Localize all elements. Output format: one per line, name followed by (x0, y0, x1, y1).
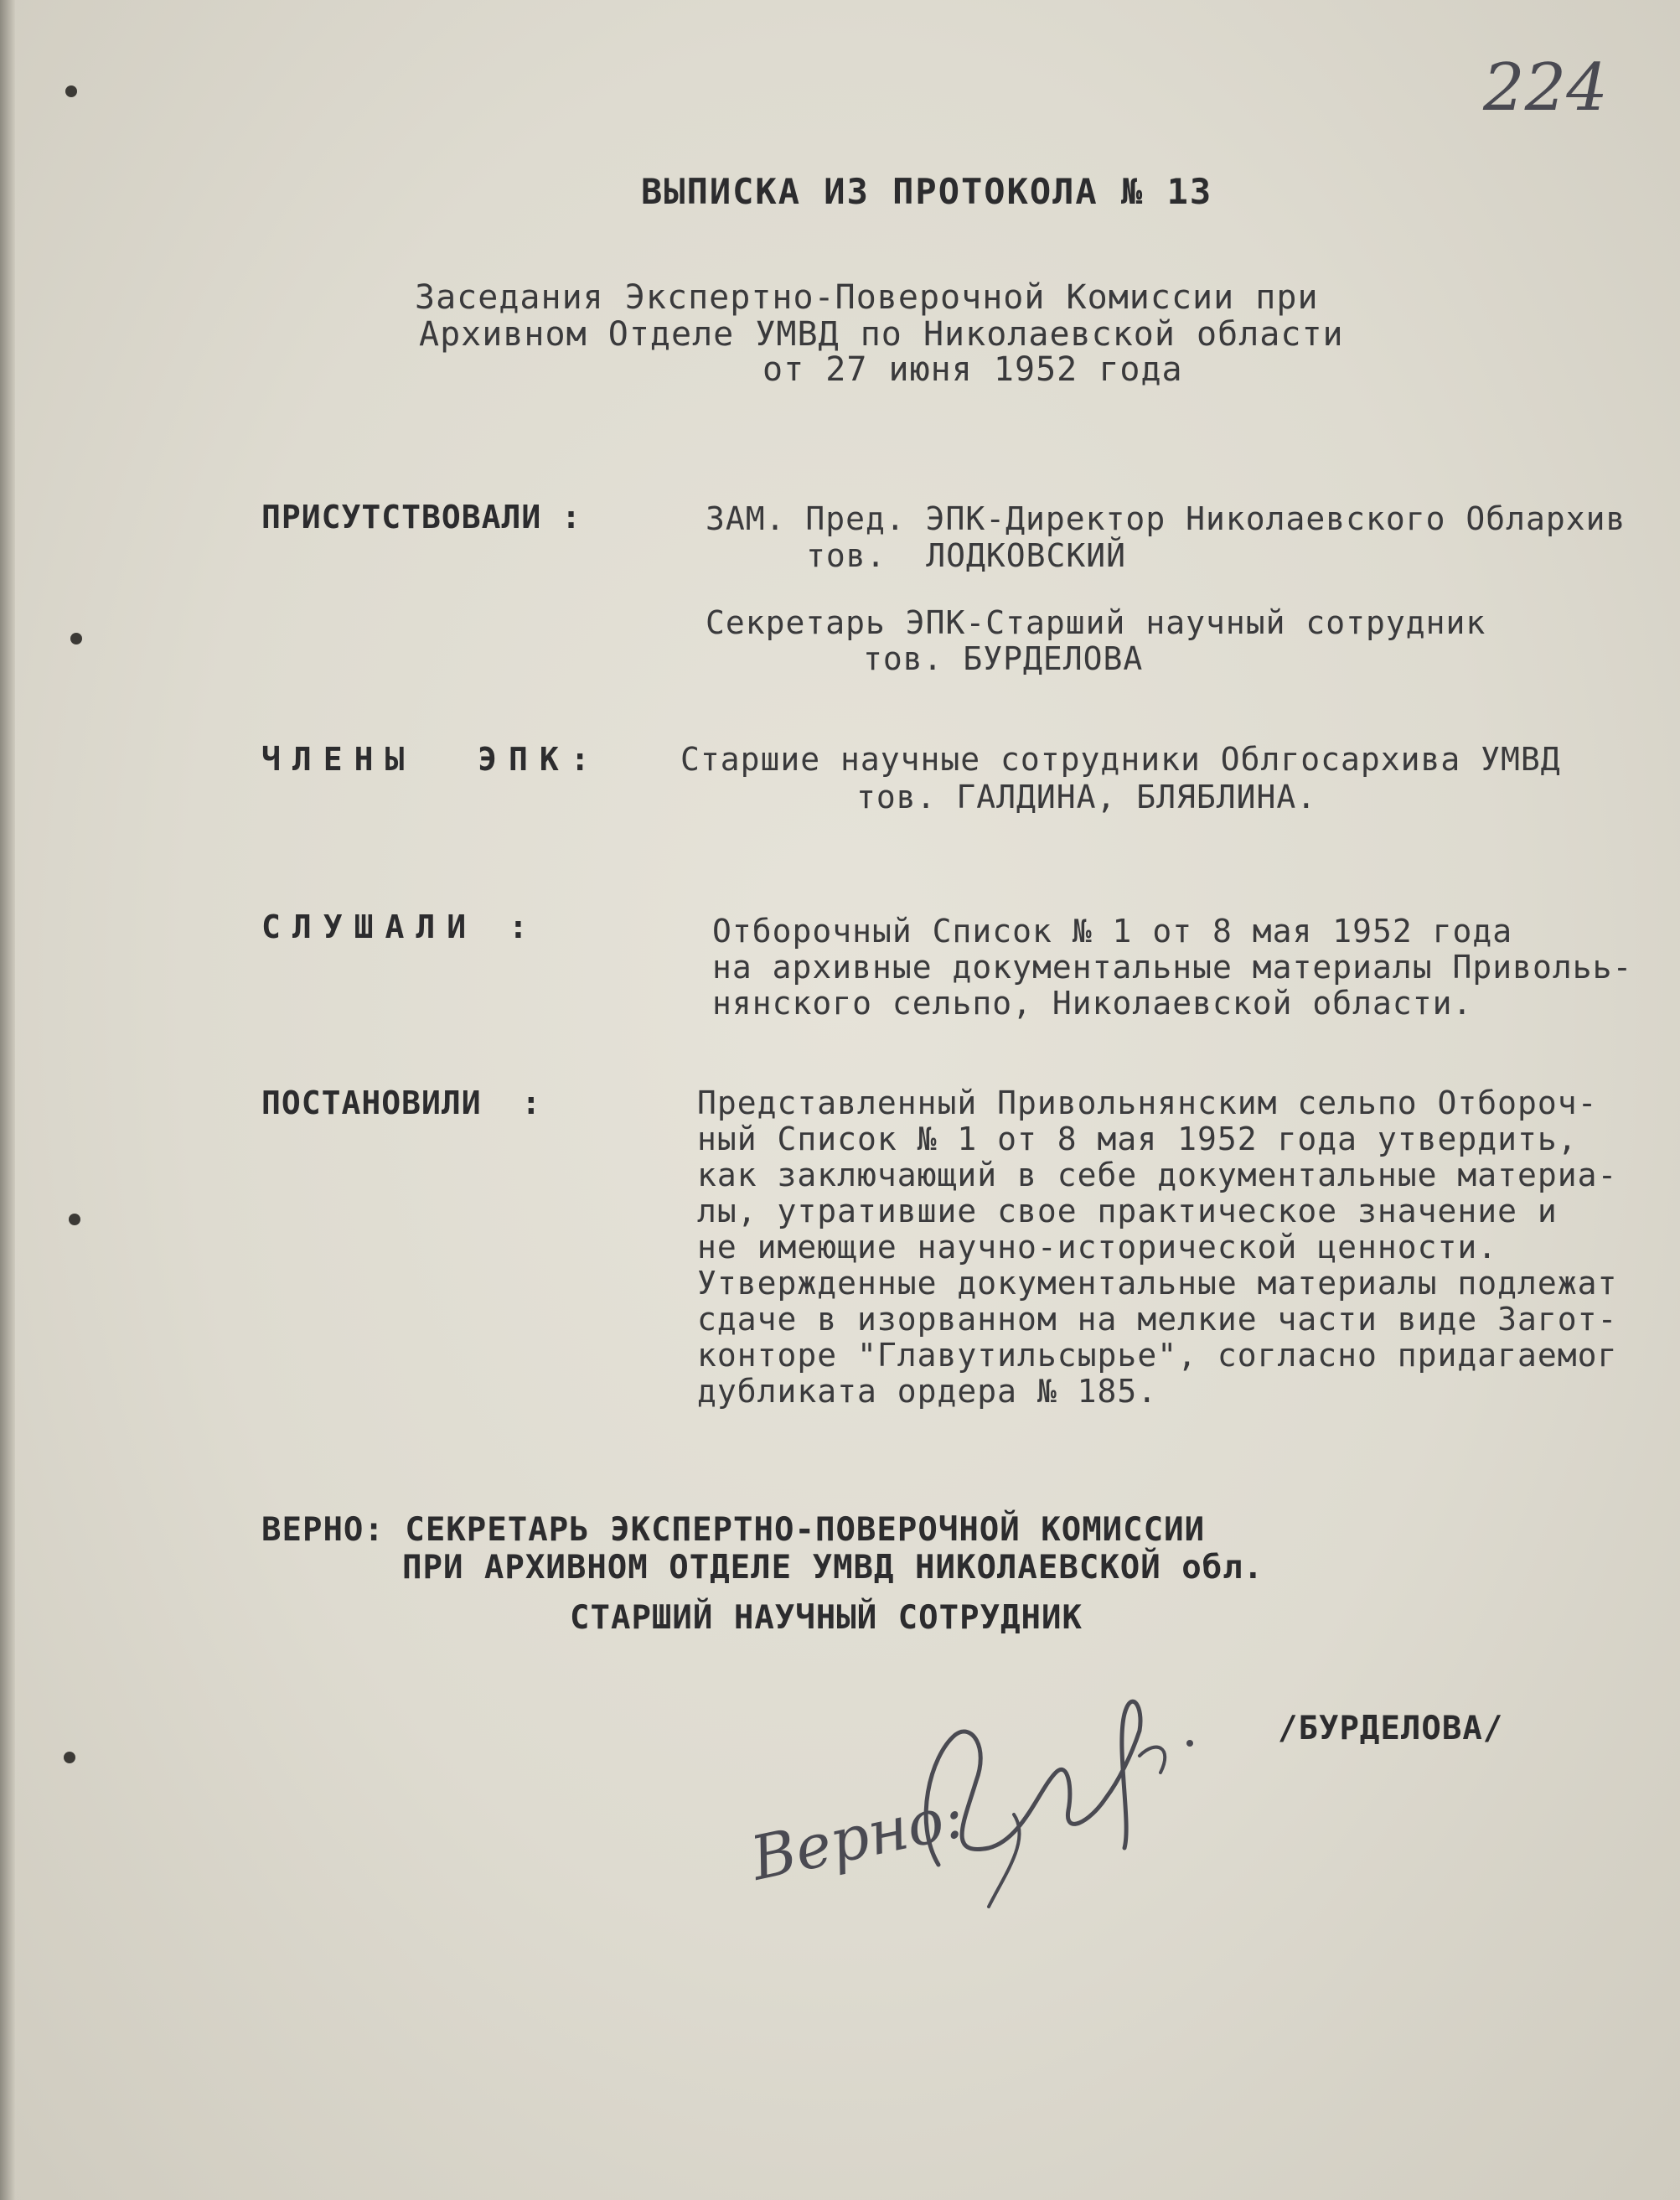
binding-hole (64, 1752, 75, 1763)
present-line: тов. ЛОДКОВСКИЙ (806, 537, 1127, 574)
certification-line: ВЕРНО: СЕКРЕТАРЬ ЭКСПЕРТНО-ПОВЕРОЧНОЙ КОМИССИИ (261, 1511, 1206, 1549)
resolved-line: лы, утратившие свое практическое значение и (697, 1193, 1558, 1229)
present-line: ЗАМ. Пред. ЭПК-Директор Николаевского Облархив (706, 500, 1626, 537)
resolved-line: сдаче в изорванном на мелкие части виде Загот- (697, 1301, 1618, 1338)
page-number: 224 (1483, 50, 1608, 126)
scan-edge-shadow (0, 0, 15, 2200)
heard-line: нянского сельпо, Николаевской области. (712, 985, 1473, 1022)
heard-line: на архивные документальные материалы Привольь- (712, 949, 1633, 986)
heard-label: СЛУШАЛИ : (261, 908, 540, 945)
signatory-name: /БУРДЕЛОВА/ (1278, 1710, 1504, 1747)
resolved-line: не имеющие научно-исторической ценности. (697, 1229, 1498, 1266)
handwritten-signature (737, 1655, 1207, 1932)
handwritten-verno: Верно: (745, 1780, 970, 1894)
certification-line: ПРИ АРХИВНОМ ОТДЕЛЕ УМВД НИКОЛАЕВСКОЙ обл. (402, 1549, 1264, 1587)
resolved-line: Утвержденные документальные материалы подлежат (697, 1265, 1618, 1302)
certification-line: СТАРШИЙ НАУЧНЫЙ СОТРУДНИК (570, 1599, 1083, 1637)
subtitle-line: Заседания Экспертно-Поверочной Комиссии при (415, 278, 1319, 317)
binding-hole (70, 633, 82, 644)
members-label: ЧЛЕНЫ ЭПК: (261, 741, 602, 778)
members-line: тов. ГАЛДИНА, БЛЯБЛИНА. (856, 779, 1317, 815)
resolved-line: конторе "Главутильсырье", согласно придагаемог (697, 1337, 1618, 1374)
present-line: тов. БУРДЕЛОВА (863, 640, 1144, 677)
subtitle-line: Архивном Отделе УМВД по Николаевской области (419, 315, 1344, 354)
resolved-line: ный Список № 1 от 8 мая 1952 года утвердить, (697, 1121, 1578, 1157)
resolved-line: Представленный Привольнянским сельпо Отбороч- (697, 1084, 1598, 1121)
document-title: ВЫПИСКА ИЗ ПРОТОКОЛА № 13 (641, 171, 1213, 212)
heard-line: Отборочный Список № 1 от 8 мая 1952 года (712, 913, 1513, 950)
present-line: Секретарь ЭПК-Старший научный сотрудник (706, 604, 1486, 641)
resolved-line: как заключающий в себе документальные материа- (697, 1157, 1618, 1193)
binding-hole (65, 85, 77, 97)
resolved-label: ПОСТАНОВИЛИ : (261, 1084, 542, 1121)
present-label: ПРИСУТСТВОВАЛИ : (261, 499, 582, 536)
resolved-line: дубликата ордера № 185. (697, 1373, 1158, 1410)
members-line: Старшие научные сотрудники Облгосархива УМВД (680, 741, 1561, 778)
subtitle-line: от 27 июня 1952 года (762, 350, 1183, 389)
binding-hole (69, 1214, 80, 1225)
